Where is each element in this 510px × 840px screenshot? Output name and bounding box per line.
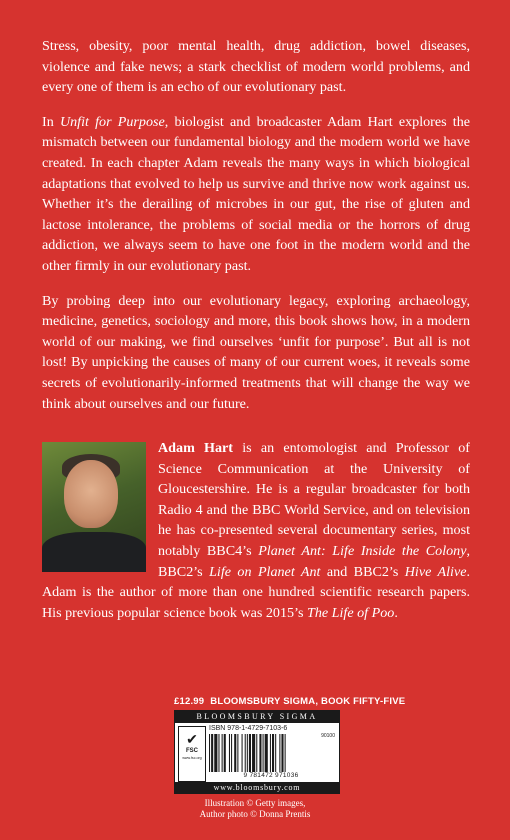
fsc-url: www.fsc.org (182, 756, 202, 760)
bio-text-2: , BBC2’s (158, 542, 470, 580)
bio-show-1: Planet Ant: Life Inside the Colony (258, 542, 467, 559)
barcode-bar (214, 734, 217, 772)
barcode-bar (224, 734, 226, 772)
barcode-bar (259, 734, 261, 772)
barcode-digits: 9 781472 971036 (243, 772, 299, 779)
barcode-bar (256, 734, 257, 772)
credit-illustration: Illustration © Getty images, (204, 798, 306, 808)
book-title: Unfit for Purpose (59, 113, 165, 130)
barcode-bar (211, 734, 213, 772)
author-photo-face (64, 460, 118, 528)
barcode-bar (265, 734, 268, 772)
barcode-bar (270, 734, 271, 772)
bio-text-5: . (394, 604, 398, 621)
author-name: Adam Hart (158, 440, 233, 456)
barcode-bar (285, 734, 286, 772)
isbn-text: ISBN 978-1-4729-7103-6 (209, 725, 288, 732)
bio-show-2: Life on Planet Ant (209, 563, 321, 580)
barcode-bar (279, 734, 280, 772)
credit-photo: Author photo © Donna Prentis (199, 809, 311, 819)
author-photo (42, 442, 146, 572)
barcode-bar (231, 734, 232, 772)
barcode-header: BLOOMSBURY SIGMA (175, 711, 339, 723)
bio-show-3: Hive Alive (404, 563, 467, 580)
author-bio (42, 438, 470, 623)
barcode-bar (245, 734, 246, 772)
blurb (42, 36, 470, 428)
fsc-logo (178, 726, 206, 782)
barcode-bar (252, 734, 255, 772)
barcode-bar (281, 734, 283, 772)
barcode-bar (249, 734, 251, 772)
blurb-paragraph-1: Stress, obesity, poor mental health, drug addiction, bowel diseases, violence and fake news; a stark checklist of modern world problems, and every one of them is an echo of our evolutionary past. (42, 38, 470, 96)
fsc-tree-icon: ✔ (186, 731, 198, 747)
barcode-bar (222, 734, 223, 772)
barcode-bar (247, 734, 248, 772)
blurb-p2-lead: In (42, 113, 60, 130)
bio-text-3: and BBC2’s (320, 563, 405, 580)
price: £12.99 (174, 695, 205, 707)
barcode-bar (272, 734, 274, 772)
barcode-bar (237, 734, 238, 772)
barcode-bar (263, 734, 264, 772)
blurb-paragraph-3: By probing deep into our evolutionary legacy, exploring archaeology, medicine, genetics, sociology and more, this book shows how, in a modern world of our making, we find ourselves ‘unfit for purpose’. But all is not lost! By unpicking the causes of many of our current woes, it reveals some secrets of evolutionarily-informed treatments that will change the way we think about ourselves and our future. (42, 292, 470, 412)
barcode-bar (209, 734, 210, 772)
barcode-bar (218, 734, 219, 772)
barcode-bar (242, 734, 243, 772)
barcode-bars (209, 734, 333, 772)
bio-book: The Life of Poo (307, 604, 395, 621)
fsc-label: FSC (186, 748, 198, 754)
barcode-bar (234, 734, 236, 772)
price-strip (174, 692, 406, 710)
credits (0, 798, 510, 820)
series-label: BLOOMSBURY SIGMA, BOOK FIFTY-FIVE (210, 695, 406, 707)
barcode-addon: 90100 (321, 733, 335, 739)
bio-text-1: is an entomologist and Professor of Science Communication at the University of Gloucestershire. He is a regular broadcaster for both Radio 4 and the BBC World Service, and on television he has co-presented several documentary series, most notably BBC4’s (158, 440, 470, 559)
barcode-panel (174, 710, 340, 784)
bio-text-4: . Adam is the author of more than one hundred scientific research papers. His previous popular science book was 2015’s (42, 563, 471, 621)
blurb-paragraph-2 (42, 112, 470, 277)
blurb-p2-body: , biologist and broadcaster Adam Hart explores the mismatch between our fundamental biology and the modern world we have created. In each chapter Adam reveals the many ways in which biological adaptations that evolved to help us survive and thrive now work against us. Whether it’s the derailing of microbes in our gut, the rise of gluten and lactose intolerance, the problems of social media or the horrors of drug addiction, we always seem to have one foot in the modern world and the other firmly in our evolutionary past. (42, 113, 471, 274)
barcode-bar (229, 734, 230, 772)
barcode-bar (275, 734, 276, 772)
website: www.bloomsbury.com (174, 782, 340, 794)
author-photo-shirt (42, 532, 146, 572)
